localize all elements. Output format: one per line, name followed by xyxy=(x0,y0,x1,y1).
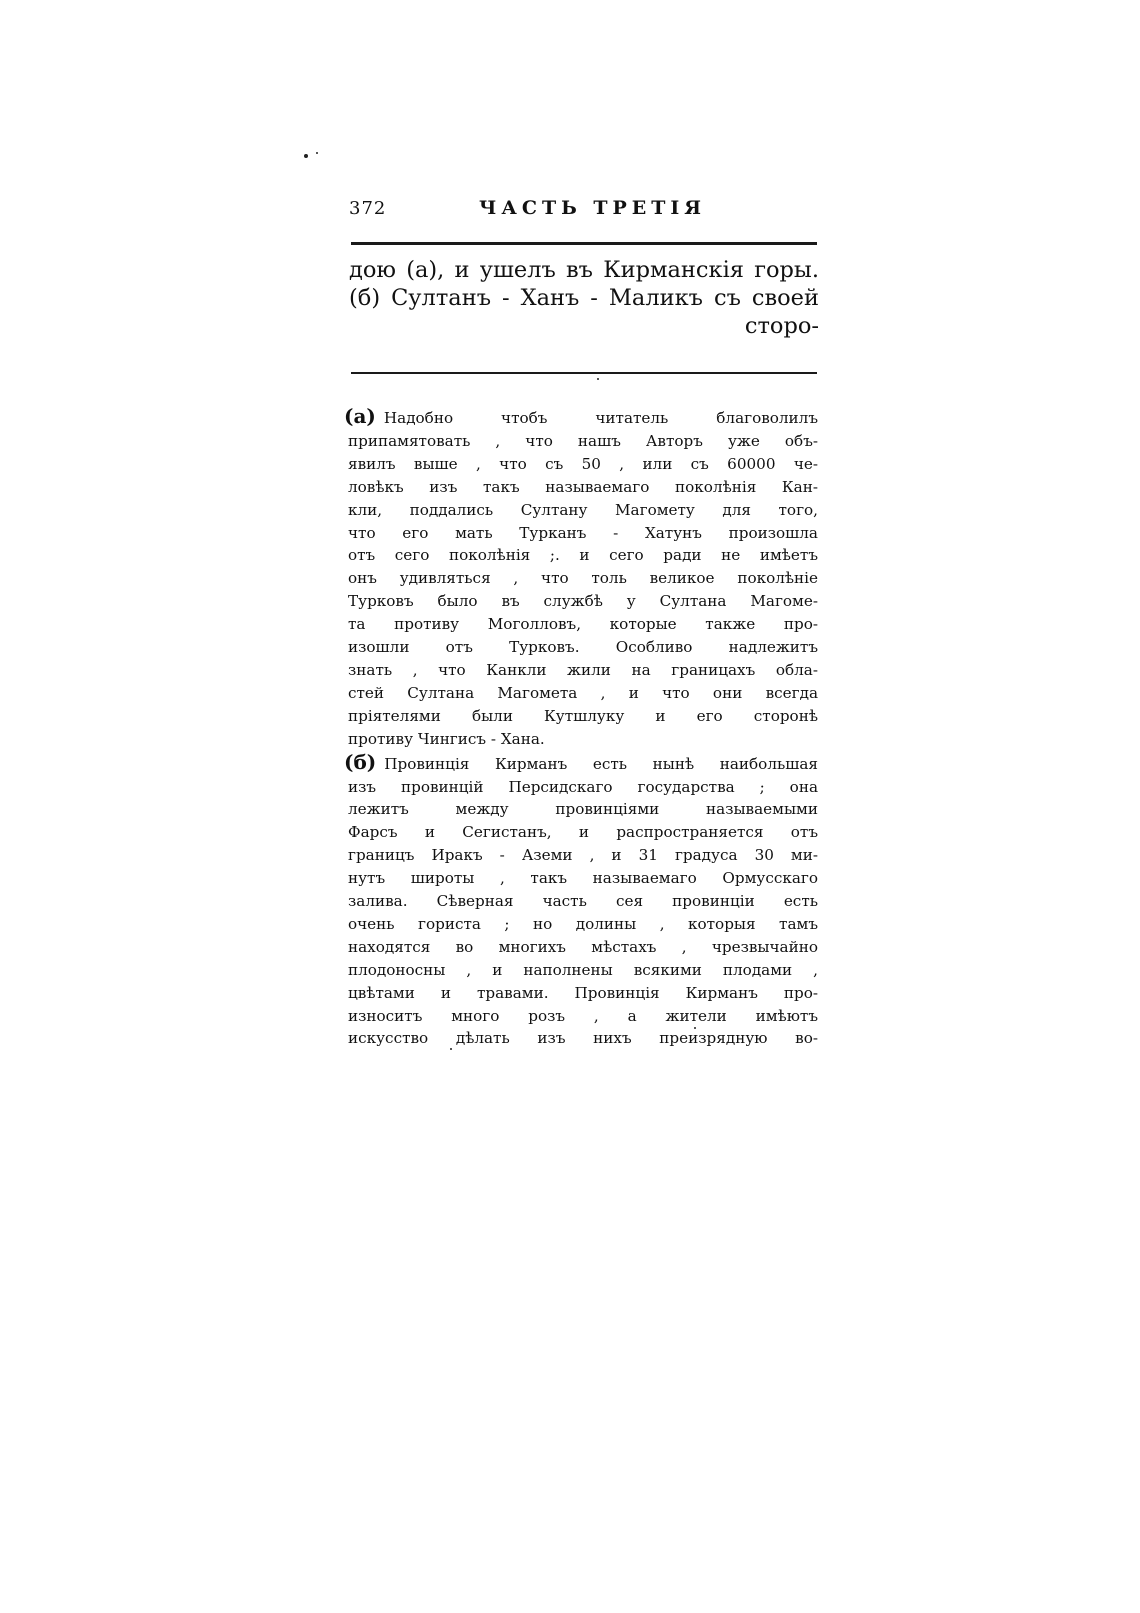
scan-speck xyxy=(597,378,599,380)
footnote-line: лежитъ между провинціями называемыми xyxy=(348,800,818,819)
footnote-separator xyxy=(351,372,817,374)
footnote-line: нутъ широты , такъ называемаго Ормусскаго xyxy=(348,869,818,888)
footnote-line: Фарсъ и Сегистанъ, и распространяется отъ xyxy=(348,823,818,842)
footnote-line: онъ удивляться , что толь великое поколѣніе xyxy=(348,569,818,588)
footnote-line: ловѣкъ изъ такъ называемаго поколѣнія Кан- xyxy=(348,477,818,496)
footnote-line: залива. Сѣверная часть сея провинціи есть xyxy=(348,892,818,911)
section-title: ЧАСТЬ ТРЕТІЯ xyxy=(479,197,707,219)
footnotes xyxy=(344,404,818,1050)
page-number: 372 xyxy=(349,198,387,219)
footnote-line: изошли отъ Турковъ. Особливо надлежитъ xyxy=(348,638,818,657)
main-text xyxy=(349,256,819,340)
footnote-line: та противу Моголловъ, которые также про- xyxy=(348,615,818,634)
footnote-line: припамятовать , что нашъ Авторъ уже объ- xyxy=(348,431,818,450)
footnote-line: плодоносны , и наполнены всякими плодами , xyxy=(348,960,818,979)
footnote-marker: (б) xyxy=(344,749,377,774)
header-rule xyxy=(351,242,817,245)
main-text-line: дою (а), и ушелъ въ Кирманскія горы. xyxy=(349,257,819,283)
footnote-line: (б) Провинція Кирманъ есть нынѣ наибольшая xyxy=(344,749,818,774)
footnote-line: явилъ выше , что съ 50 , или съ 60000 че- xyxy=(348,454,818,473)
footnote-line: очень гориста ; но долины , которыя тамъ xyxy=(348,914,818,933)
footnote-line: отъ сего поколѣнія ;. и сего ради не имѣетъ xyxy=(348,546,818,565)
footnote-line: границъ Иракъ - Аземи , и 31 градуса 30 ми- xyxy=(348,846,818,865)
footnote-line: искусство дѣлать изъ нихъ преизрядную во- xyxy=(348,1029,818,1048)
footnote-line: (а) Надобно чтобъ читатель благоволилъ xyxy=(344,404,818,428)
footnote-line: износитъ много розъ , а жители имѣютъ xyxy=(348,1006,818,1025)
footnote-line: кли, поддались Султану Магомету для того, xyxy=(348,500,818,519)
scan-speck xyxy=(304,154,308,158)
footnote-line: стей Султана Магомета , и что они всегда xyxy=(348,683,818,702)
footnote-b xyxy=(344,749,818,1051)
footnote-line: изъ провинцій Персидскаго государства ; она xyxy=(348,777,818,796)
footnote-line: находятся во многихъ мѣстахъ , чрезвычайно xyxy=(348,937,818,956)
footnote-a xyxy=(344,404,818,751)
main-text-line: (б) Султанъ - Ханъ - Маликъ съ своей xyxy=(349,285,819,311)
footnote-line: противу Чингисъ - Хана. xyxy=(348,729,545,748)
footnote-line: пріятелями были Кутшлуку и его сторонѣ xyxy=(348,706,818,725)
main-text-line: сторо- xyxy=(744,313,819,339)
footnote-line: что его мать Турканъ - Хатунъ произошла xyxy=(348,523,818,542)
footnote-line: цвѣтами и травами. Провинція Кирманъ про- xyxy=(348,983,818,1002)
scan-speck xyxy=(316,152,318,154)
footnote-marker: (а) xyxy=(344,404,376,428)
footnote-line: знать , что Канкли жили на границахъ обла- xyxy=(348,660,818,679)
footnote-line: Турковъ было въ службѣ у Султана Магоме- xyxy=(348,592,818,611)
running-head xyxy=(349,198,819,228)
